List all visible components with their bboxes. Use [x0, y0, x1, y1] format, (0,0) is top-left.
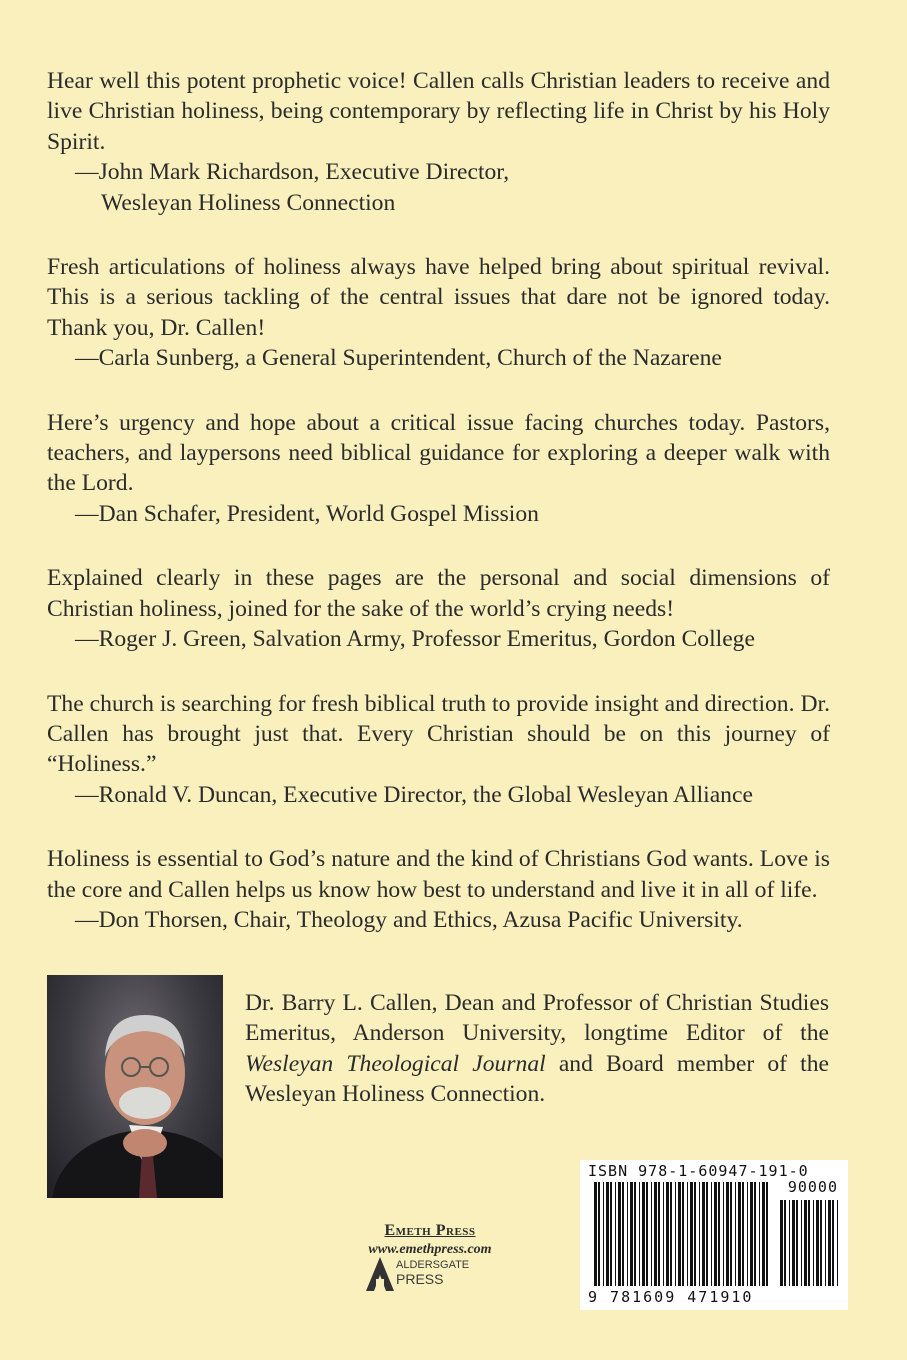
publisher-url: www.emethpress.com: [368, 1242, 492, 1257]
barcode-bar: [618, 1182, 621, 1286]
barcode-bar: [754, 1182, 756, 1286]
barcode-bar: [780, 1200, 783, 1286]
endorsement-attribution: —Roger J. Green, Salvation Army, Professor Emeritus, Gordon College: [75, 626, 755, 653]
barcode-bar: [730, 1182, 732, 1286]
barcode-bar: [694, 1182, 696, 1286]
barcode-bar: [634, 1182, 636, 1286]
barcode-bar: [750, 1182, 753, 1286]
barcode-bar: [723, 1182, 724, 1286]
endorsement-attribution: [75, 157, 830, 218]
barcode-bar: [690, 1182, 693, 1286]
barcode-bar: [766, 1182, 768, 1286]
barcode-bar: [675, 1182, 676, 1286]
barcode-bar: [687, 1182, 688, 1286]
barcode-bar: [642, 1182, 645, 1286]
barcode-bar: [639, 1182, 640, 1286]
endorsement-4: [47, 563, 830, 654]
endorsements: [47, 66, 830, 969]
barcode-bar: [789, 1200, 790, 1286]
aldersgate-a-icon: [366, 1257, 394, 1291]
endorsement-quote: Here’s urgency and hope about a critical issue facing churches today. Pastors, teachers, and laypersons need biblical guidance for exploring a deeper walk with the Lord.: [47, 409, 830, 497]
barcode-bar: [820, 1200, 822, 1286]
publisher-name: Emeth Press: [384, 1222, 476, 1239]
barcode-bar: [784, 1200, 786, 1286]
barcode-bar: [711, 1182, 712, 1286]
barcode-bar: [738, 1182, 741, 1286]
barcode-bar: [610, 1182, 612, 1286]
endorsement-attribution: —Carla Sunberg, a General Superintendent, Church of the Nazarene: [75, 345, 722, 372]
author-bio: [245, 988, 829, 1110]
barcode-bar: [615, 1182, 616, 1286]
endorsement-quote: Holiness is essential to God’s nature and the kind of Christians God wants. Love is the core and Callen helps us know how best to understand and live it in all of life.: [47, 846, 830, 903]
endorsement-6: [47, 844, 830, 935]
barcode-bar: [825, 1200, 826, 1286]
endorsement-quote: Fresh articulations of holiness always have helped bring about spiritual revival. This is a serious tackling of the central issues that dare not be ignored today. Thank you, Dr. Callen!: [47, 254, 830, 341]
journal-title: Wesleyan Theological Journal: [245, 1050, 546, 1077]
endorsement-attribution: —Ronald V. Duncan, Executive Director, the Global Wesleyan Alliance: [75, 781, 753, 808]
barcode-bar: [718, 1182, 720, 1286]
barcode-bar: [594, 1182, 597, 1286]
isbn-barcode: [580, 1160, 848, 1310]
publisher-block: [340, 1222, 520, 1258]
barcode-bar: [706, 1182, 708, 1286]
attribution-line-1: —John Mark Richardson, Executive Director,: [75, 159, 510, 186]
barcode-bar: [759, 1182, 760, 1286]
barcode-bar: [699, 1182, 700, 1286]
barcode-bar: [808, 1200, 810, 1286]
endorsement-quote: The church is searching for fresh biblical truth to provide insight and direction. Dr. Callen has brought just that. Every Christian should be on this journey of “Holiness.”: [47, 690, 830, 778]
author-portrait-illustration: [47, 975, 223, 1198]
endorsement-5: [47, 689, 830, 811]
isbn-text: ISBN 978-1-60947-191-0: [588, 1162, 809, 1180]
barcode-bar: [832, 1200, 834, 1286]
barcode-bar: [816, 1200, 819, 1286]
ean-digits: 9 781609 471910: [588, 1288, 754, 1306]
barcode-bar: [663, 1182, 664, 1286]
barcode-bar: [804, 1200, 807, 1286]
endorsement-1: [47, 66, 830, 218]
barcode-bar: [630, 1182, 633, 1286]
barcode-bar: [762, 1182, 765, 1286]
barcode-bar: [606, 1182, 609, 1286]
barcode-bar: [792, 1200, 795, 1286]
barcode-bar: [666, 1182, 669, 1286]
aldersgate-line-1: ALDERSGATE: [396, 1259, 470, 1271]
barcode-bar: [813, 1200, 814, 1286]
aldersgate-line-2: PRESS: [396, 1271, 444, 1287]
barcode-bar: [828, 1200, 831, 1286]
barcode-bar: [726, 1182, 729, 1286]
aldersgate-logo: [366, 1257, 506, 1293]
barcode-bar: [654, 1182, 657, 1286]
barcode-bar: [622, 1182, 624, 1286]
barcode-bar: [747, 1182, 748, 1286]
barcode-bar: [627, 1182, 628, 1286]
price-code: 90000: [787, 1178, 838, 1196]
barcode-bar: [646, 1182, 648, 1286]
author-bio-text-end: and Board member of the Wesleyan Holiness Connection.: [245, 1050, 829, 1108]
barcode-bar: [658, 1182, 660, 1286]
barcode-bar: [651, 1182, 652, 1286]
endorsement-attribution: —Dan Schafer, President, World Gospel Mission: [75, 500, 539, 527]
author-photo: [47, 975, 223, 1198]
barcode-bar: [742, 1182, 744, 1286]
barcode-bar: [670, 1182, 672, 1286]
barcode-bar: [714, 1182, 717, 1286]
endorsement-2: [47, 252, 830, 374]
barcode-bar: [678, 1182, 681, 1286]
endorsement-3: [47, 408, 830, 530]
attribution-line-2: Wesleyan Holiness Connection: [101, 189, 396, 216]
barcode-bar: [603, 1182, 604, 1286]
barcode-bar: [801, 1200, 802, 1286]
barcode-bar: [702, 1182, 705, 1286]
barcode-bar: [735, 1182, 736, 1286]
barcode-bar: [682, 1182, 684, 1286]
barcode-bar: [598, 1182, 600, 1286]
barcode-bar: [837, 1200, 838, 1286]
endorsement-attribution: —Don Thorsen, Chair, Theology and Ethics, Azusa Pacific University.: [75, 906, 743, 933]
barcode-bar: [796, 1200, 798, 1286]
author-bio-text: Dr. Barry L. Callen, Dean and Professor of Christian Studies Emeritus, Anderson University, longtime Editor of the: [245, 990, 829, 1047]
aldersgate-wordmark: [396, 1259, 469, 1287]
endorsement-quote: Explained clearly in these pages are the personal and social dimensions of Christian holiness, joined for the sake of the world’s crying needs!: [47, 565, 830, 622]
endorsement-quote: Hear well this potent prophetic voice! Callen calls Christian leaders to receive and live Christian holiness, being contemporary by reflecting life in Christ by his Holy Spirit.: [47, 68, 830, 155]
